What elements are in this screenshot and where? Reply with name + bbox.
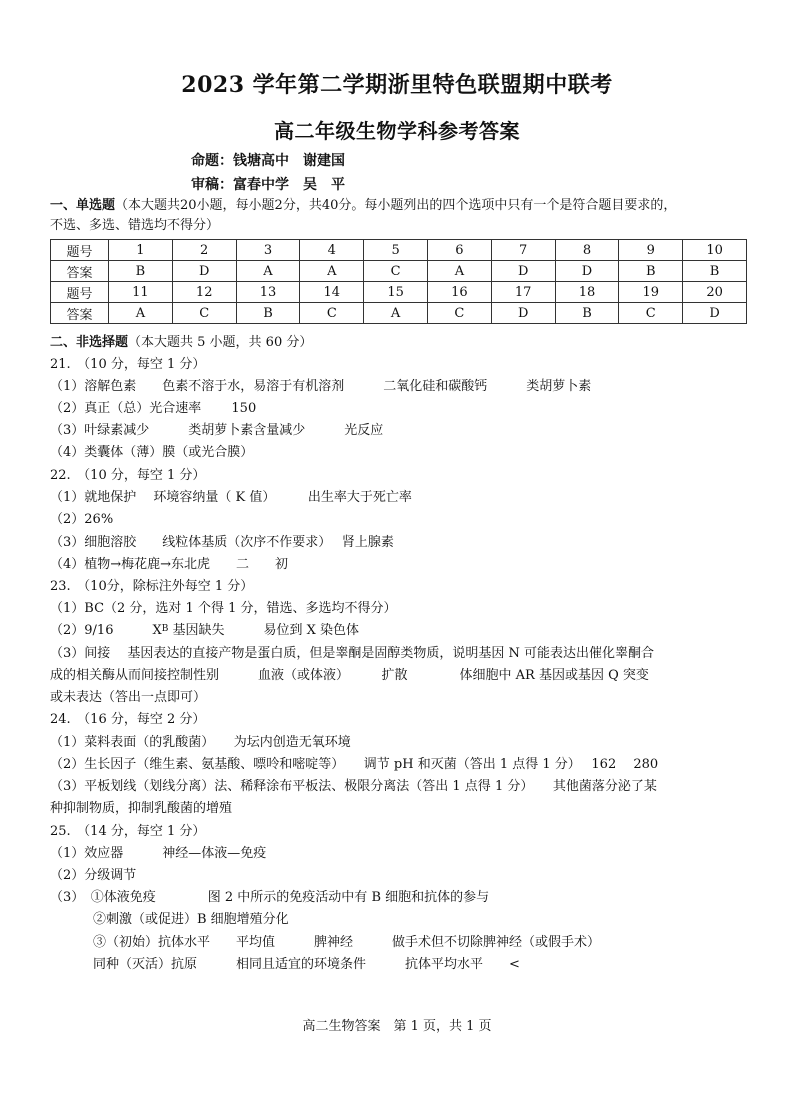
question-number: 6 [427, 240, 491, 261]
answer-cell: C [619, 303, 683, 324]
reviewer-line [191, 174, 345, 194]
q24-answer-1: （1）菜料表面（的乳酸菌） 为坛内创造无氧环境 [50, 735, 351, 750]
row-label: 答案 [51, 303, 109, 324]
question-number: 5 [364, 240, 428, 261]
question-number: 15 [364, 282, 428, 303]
q23-answer-1: （1）BC（2 分，选对 1 个得 1 分，错选、多选均不得分） [50, 601, 397, 616]
q21-heading: 21. （10 分，每空 1 分） [50, 357, 206, 372]
answer-cell: B [555, 303, 619, 324]
section2-note: （本大题共 5 小题，共 60 分） [128, 335, 313, 350]
answer-cell: D [555, 261, 619, 282]
question-number: 8 [555, 240, 619, 261]
answer-table [50, 239, 747, 324]
section2-heading-line [50, 334, 312, 352]
q23-answer-2-part2: 基因缺失 易位到 X 染色体 [168, 623, 360, 638]
answer-cell: A [427, 261, 491, 282]
table-row [51, 261, 747, 282]
q21-answer-1: （1）溶解色素 色素不溶于水，易溶于有机溶剂 二氧化硅和碳酸钙 类胡萝卜素 [50, 379, 592, 394]
q22-answer-3: （3）细胞溶胶 线粒体基质（次序不作要求） 肾上腺素 [50, 535, 394, 550]
answer-cell: D [491, 261, 555, 282]
question-number: 3 [236, 240, 300, 261]
q23-answer-2 [50, 622, 359, 640]
answer-cell: C [300, 303, 364, 324]
answer-cell: A [300, 261, 364, 282]
q25-heading: 25. （14 分，每空 1 分） [50, 824, 206, 839]
q23-superscript: B [161, 624, 169, 634]
q25-answer-1: （1）效应器 神经—体液—免疫 [50, 846, 267, 861]
answer-cell: B [683, 261, 747, 282]
q21-answer-3: （3）叶绿素减少 类胡萝卜素含量减少 光反应 [50, 423, 384, 438]
answer-cell: A [364, 303, 428, 324]
question-number: 16 [427, 282, 491, 303]
question-number: 1 [109, 240, 173, 261]
q21-answer-2: （2）真正（总）光合速率 150 [50, 401, 257, 416]
q22-answer-1: （1）就地保护 环境容纳量（ K 值） 出生率大于死亡率 [50, 490, 412, 505]
setter-label: 命题： [191, 153, 233, 169]
q24-answer-3b: 种抑制物质，抑制乳酸菌的增殖 [50, 801, 233, 816]
section1-heading-line [50, 197, 676, 215]
question-number: 9 [619, 240, 683, 261]
q23-answer-3b: 成的相关酶从而间接控制性别 血液（或体液） 扩散 体细胞中 AR 基因或基因 Q 突变 [50, 668, 649, 683]
row-label: 题号 [51, 240, 109, 261]
page-footer: 高二生物答案 第 1 页，共 1 页 [302, 1019, 492, 1034]
section1-heading: 一、单选题 [50, 198, 116, 213]
answer-cell: A [236, 261, 300, 282]
question-number: 12 [172, 282, 236, 303]
section1-note: （本大题共20小题，每小题2分，共40分。每小题列出的四个选项中只有一个是符合题目要求的， [115, 198, 677, 213]
exam-title: 2023 学年第二学期浙里特色联盟期中联考 [181, 72, 613, 98]
question-number: 2 [172, 240, 236, 261]
q22-answer-2: （2）26% [50, 512, 114, 527]
answer-cell: D [172, 261, 236, 282]
q21-answer-4: （4）类囊体（薄）膜（或光合膜） [50, 445, 254, 460]
answer-cell: B [619, 261, 683, 282]
q22-answer-4: （4）植物→梅花鹿→东北虎 二 初 [50, 557, 289, 572]
answer-cell: C [364, 261, 428, 282]
answer-cell: B [236, 303, 300, 324]
table-row [51, 240, 747, 261]
q24-heading: 24. （16 分，每空 2 分） [50, 712, 206, 727]
question-number: 13 [236, 282, 300, 303]
q25-answer-3b: ②刺激（或促进）B 细胞增殖分化 [93, 912, 289, 927]
question-number: 14 [300, 282, 364, 303]
question-number: 11 [109, 282, 173, 303]
q24-answer-3a: （3）平板划线（划线分离）法、稀释涂布平板法、极限分离法（答出 1 点得 1 分） 其他菌落分泌了某 [50, 779, 657, 794]
reviewer-value: 富春中学 吴 平 [233, 177, 345, 193]
q24-answer-2: （2）生长因子（维生素、氨基酸、嘌呤和嘧啶等） 调节 pH 和灭菌（答出 1 点得 1 分） 162 280 [50, 757, 659, 772]
question-number: 7 [491, 240, 555, 261]
setter-line [191, 150, 345, 170]
exam-subtitle: 高二年级生物学科参考答案 [274, 119, 520, 143]
question-number: 17 [491, 282, 555, 303]
question-number: 18 [555, 282, 619, 303]
question-number: 10 [683, 240, 747, 261]
q25-answer-3c: ③（初始）抗体水平 平均值 脾神经 做手术但不切除脾神经（或假手术） [93, 935, 601, 950]
q22-heading: 22. （10 分，每空 1 分） [50, 468, 206, 483]
q23-heading: 23. （10分，除标注外每空 1 分） [50, 579, 254, 594]
section2-heading: 二、非选择题 [50, 335, 129, 350]
row-label: 题号 [51, 282, 109, 303]
setter-value: 钱塘高中 谢建国 [233, 153, 345, 169]
reviewer-label: 审稿： [191, 177, 233, 193]
q23-answer-3c: 或未表达（答出一点即可） [50, 690, 207, 705]
row-label: 答案 [51, 261, 109, 282]
q23-answer-3a: （3）间接 基因表达的直接产物是蛋白质，但是睾酮是固醇类物质，说明基因 N 可能表达出催化睾酮合 [50, 646, 655, 661]
q25-answer-2: （2）分级调节 [50, 868, 137, 883]
answer-cell: B [109, 261, 173, 282]
answer-cell: D [683, 303, 747, 324]
answer-cell: A [109, 303, 173, 324]
answer-cell: C [427, 303, 491, 324]
table-row [51, 303, 747, 324]
q23-answer-2-part1: （2）9/16 X [50, 623, 162, 638]
question-number: 4 [300, 240, 364, 261]
answer-cell: D [491, 303, 555, 324]
q25-answer-3a: （3） ①体液免疫 图 2 中所示的免疫活动中有 B 细胞和抗体的参与 [50, 890, 490, 905]
answer-cell: C [172, 303, 236, 324]
question-number: 19 [619, 282, 683, 303]
table-row [51, 282, 747, 303]
question-number: 20 [683, 282, 747, 303]
q25-answer-3d: 同种（灭活）抗原 相同且适宜的环境条件 抗体平均水平 < [93, 957, 520, 972]
section1-note-line2: 不选、多选、错选均不得分） [50, 218, 220, 233]
